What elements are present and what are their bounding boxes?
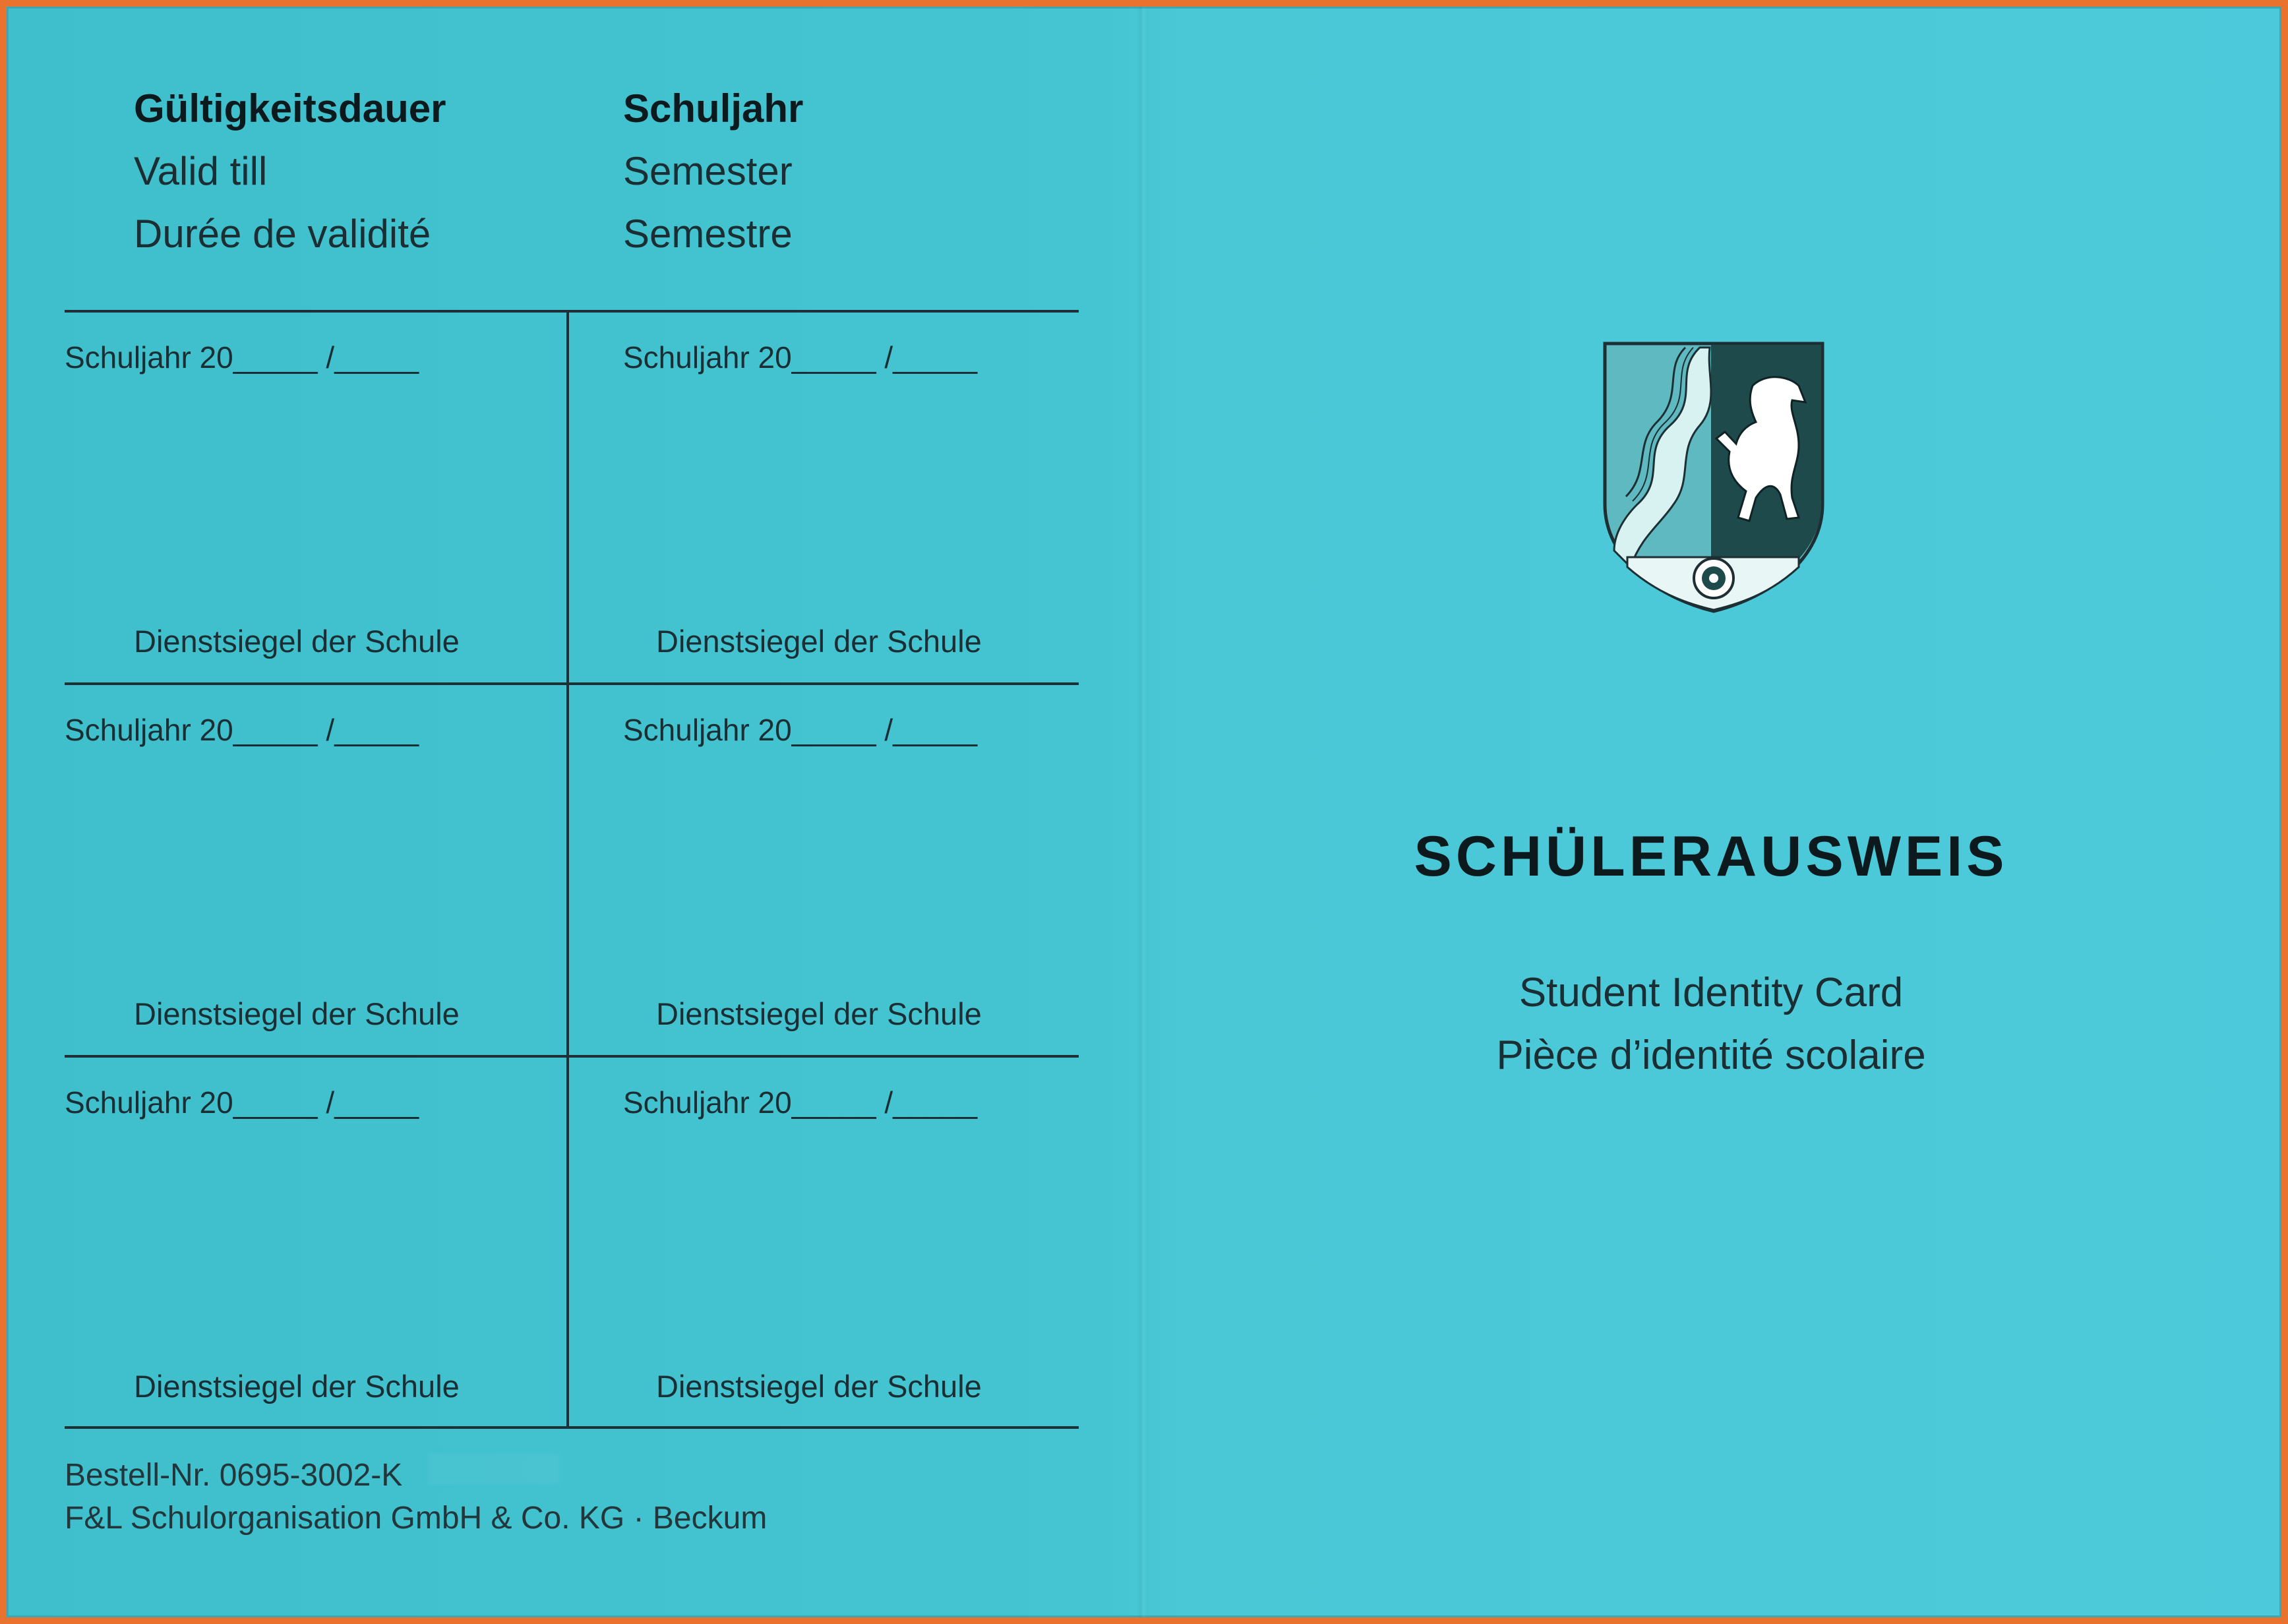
- cell-3-year-label: Schuljahr 20_____ /_____: [65, 713, 419, 747]
- grid-line-row2: [65, 1055, 1079, 1058]
- card-fold: [1137, 7, 1147, 1617]
- cell-5-year-label: Schuljahr 20_____ /_____: [65, 1085, 419, 1120]
- card-title: SCHÜLERAUSWEIS: [1414, 825, 2008, 888]
- order-number: Bestell-Nr. 0695-3002-K: [65, 1458, 403, 1493]
- redaction-blur: [429, 1453, 560, 1485]
- card-subtitle-fr: Pièce d’identité scolaire: [1496, 1033, 1926, 1078]
- cell-3-seal-label: Dienstsiegel der Schule: [134, 996, 460, 1031]
- grid-line-row1: [65, 682, 1079, 685]
- year-heading-en: Semester: [623, 149, 793, 193]
- year-heading-fr: Semestre: [623, 212, 793, 256]
- cell-6-seal-label: Dienstsiegel der Schule: [656, 1369, 982, 1404]
- grid-line-vertical: [566, 310, 569, 1429]
- cell-2-seal-label: Dienstsiegel der Schule: [656, 624, 982, 659]
- validity-heading-fr: Durée de validité: [134, 212, 431, 256]
- grid-line-bottom: [65, 1426, 1079, 1429]
- cell-5-seal-label: Dienstsiegel der Schule: [134, 1369, 460, 1404]
- validity-heading-de: Gültigkeitsdauer: [134, 86, 446, 131]
- student-id-card: [7, 7, 2281, 1617]
- publisher: F&L Schulorganisation GmbH & Co. KG · Beckum: [65, 1501, 768, 1536]
- year-heading-de: Schuljahr: [623, 86, 804, 131]
- cell-6-year-label: Schuljahr 20_____ /_____: [623, 1085, 978, 1120]
- cell-4-seal-label: Dienstsiegel der Schule: [656, 996, 982, 1031]
- cell-1-year-label: Schuljahr 20_____ /_____: [65, 340, 419, 375]
- validity-heading-en: Valid till: [134, 149, 268, 193]
- card-subtitle-en: Student Identity Card: [1519, 970, 1904, 1015]
- coat-of-arms-nrw-icon: [1601, 340, 1826, 617]
- grid-line-top: [65, 310, 1079, 313]
- cell-4-year-label: Schuljahr 20_____ /_____: [623, 713, 978, 747]
- cell-2-year-label: Schuljahr 20_____ /_____: [623, 340, 978, 375]
- cell-1-seal-label: Dienstsiegel der Schule: [134, 624, 460, 659]
